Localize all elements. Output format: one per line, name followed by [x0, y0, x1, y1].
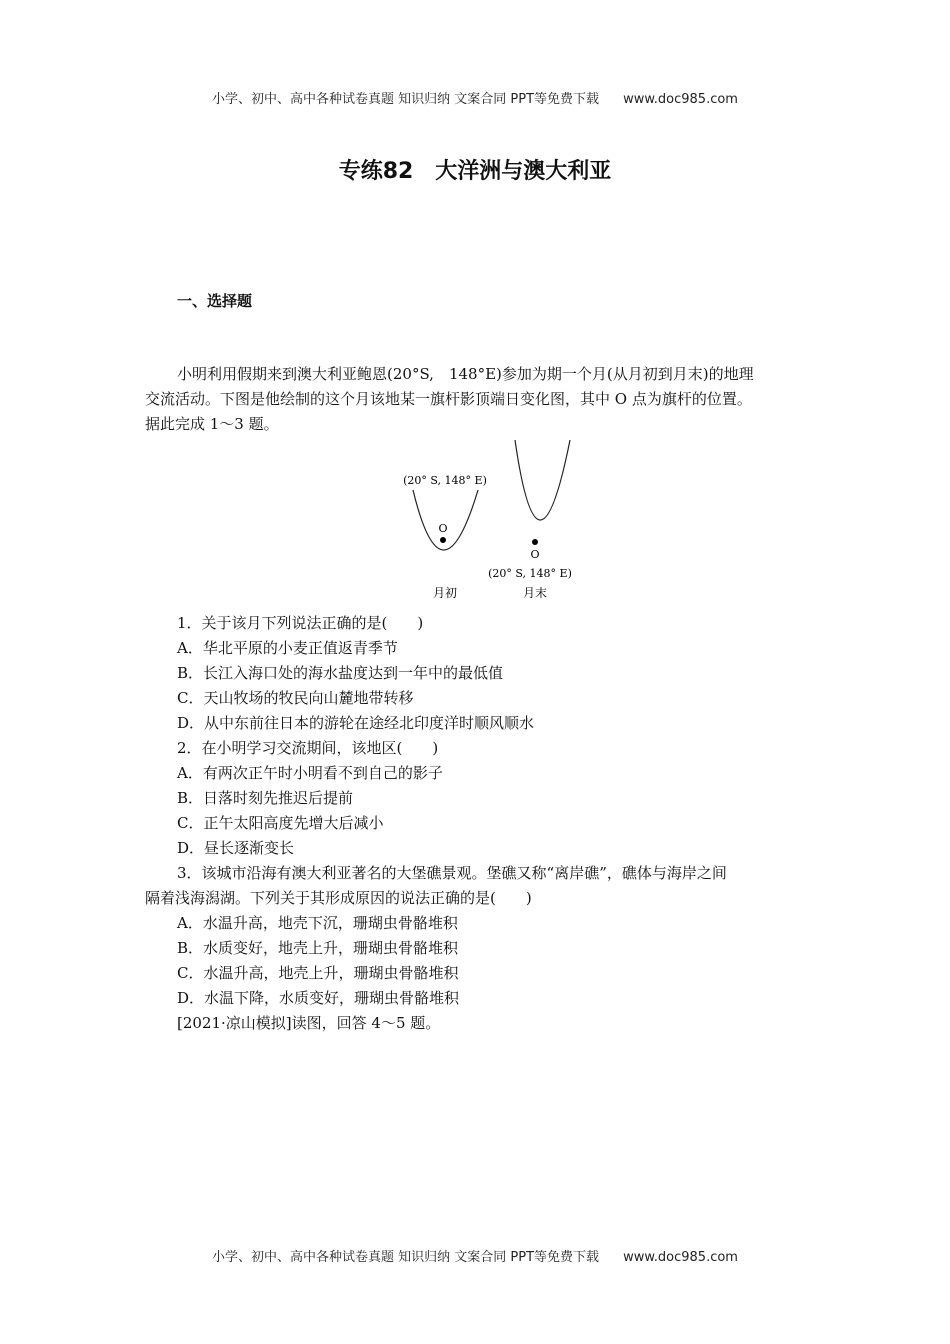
question-line: 隔着浅海潟湖。下列关于其形成原因的说法正确的是( ) — [145, 889, 532, 907]
flagpole-point-start — [440, 537, 446, 543]
question-line: A．有两次正午时小明看不到自己的影子 — [177, 764, 443, 782]
intro-line: 小明利用假期来到澳大利亚鲍恩(20°S, 148°E)参加为期一个月(从月初到月末)的地理 — [177, 365, 754, 383]
intro-line: 交流活动。下图是他绘制的这个月该地某一旗杆影顶端日变化图，其中 O 点为旗杆的位置。 — [145, 390, 752, 408]
question-line: D．从中东前往日本的游轮在途经北印度洋时顺风顺水 — [177, 714, 535, 732]
question-line: D．昼长逐渐变长 — [177, 839, 295, 857]
coord-label-end: (20° S, 148° E) — [488, 567, 572, 580]
footer-url[interactable]: www.doc985.com — [623, 1250, 738, 1265]
page-header — [0, 88, 950, 107]
flagpole-point-end — [532, 539, 538, 545]
question-line: A．华北平原的小麦正值返青季节 — [177, 639, 398, 657]
question-line: C．天山牧场的牧民向山麓地带转移 — [177, 689, 414, 707]
caption-start: 月初 — [432, 586, 458, 600]
question-line: B．水质变好，地壳上升，珊瑚虫骨骼堆积 — [177, 939, 459, 957]
page-title: 专练82 大洋洲与澳大利亚 — [338, 159, 612, 184]
footer-text: 小学、初中、高中各种试卷真题 知识归纳 文案合同 PPT等免费下载 — [212, 1250, 600, 1265]
point-label-start: O — [438, 522, 448, 535]
shadow-curve-end — [515, 440, 570, 520]
caption-end: 月末 — [522, 586, 548, 600]
question-line: [2021·凉山模拟]读图，回答 4～5 题。 — [177, 1014, 441, 1032]
question-line: 1．关于该月下列说法正确的是( ) — [177, 614, 424, 632]
header-url[interactable]: www.doc985.com — [623, 92, 738, 107]
question-line: 2．在小明学习交流期间，该地区( ) — [177, 739, 439, 757]
point-label-end: O — [530, 548, 540, 561]
question-line: B．日落时刻先推迟后提前 — [177, 789, 354, 807]
question-line: A．水温升高，地壳下沉，珊瑚虫骨骼堆积 — [177, 914, 458, 932]
header-text: 小学、初中、高中各种试卷真题 知识归纳 文案合同 PPT等免费下载 — [212, 92, 600, 107]
section-heading: 一、选择题 — [177, 292, 253, 310]
intro-line: 据此完成 1～3 题。 — [145, 415, 279, 433]
page-footer — [0, 1246, 950, 1265]
question-line: C．水温升高，地壳上升，珊瑚虫骨骼堆积 — [177, 964, 459, 982]
question-line: B．长江入海口处的海水盐度达到一年中的最低值 — [177, 664, 504, 682]
question-line: D．水温下降，水质变好，珊瑚虫骨骼堆积 — [177, 989, 460, 1007]
question-line: 3．该城市沿海有澳大利亚著名的大堡礁景观。堡礁又称“离岸礁”，礁体与海岸之间 — [177, 864, 727, 882]
question-line: C．正午太阳高度先增大后减小 — [177, 814, 384, 832]
coord-label-start: (20° S, 148° E) — [403, 474, 487, 487]
shadow-figure — [380, 435, 580, 605]
